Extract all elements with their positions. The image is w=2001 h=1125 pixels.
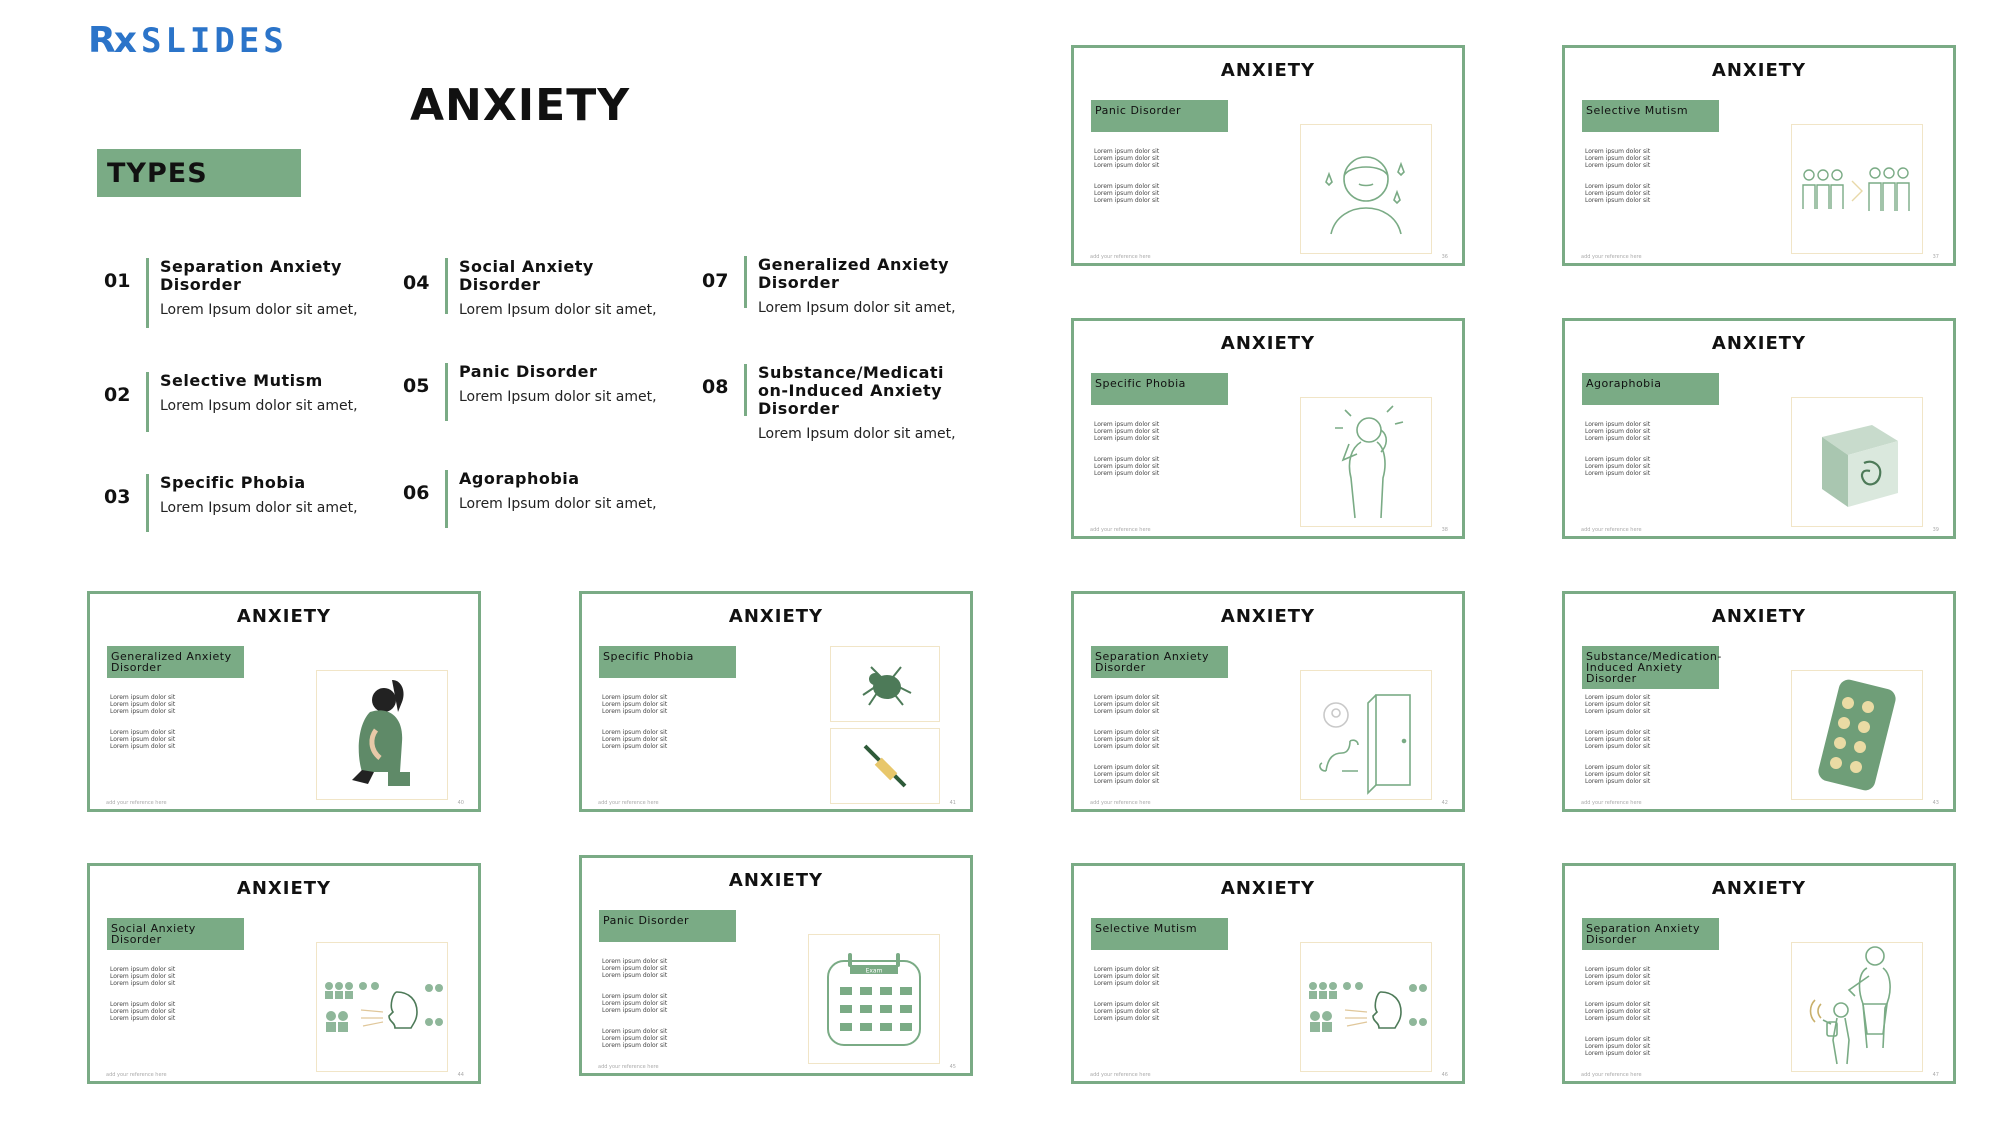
lorem-line: Lorem ipsum dolor sit [1094, 470, 1160, 477]
lorem-line: Lorem ipsum dolor sit [110, 1015, 176, 1022]
lorem-line: Lorem ipsum dolor sit [110, 708, 176, 715]
slide-type-label: Agoraphobia [1582, 373, 1719, 405]
lorem-line: Lorem ipsum dolor sit [1094, 771, 1160, 778]
lorem-line: Lorem ipsum dolor sit [110, 980, 176, 987]
slide-title: ANXIETY [1711, 606, 1807, 627]
type-title: Panic Disorder [459, 362, 598, 381]
lorem-line: Lorem ipsum dolor sit [1585, 729, 1651, 736]
type-body [758, 256, 958, 316]
slide-footer: add your reference here [1581, 800, 1642, 806]
type-number: 04 [403, 272, 430, 294]
slide-body-text [1585, 694, 1650, 799]
lorem-line: Lorem ipsum dolor sit [1094, 694, 1160, 701]
type-number: 05 [403, 375, 430, 397]
slide-title: ANXIETY [1711, 333, 1807, 354]
slide-footer: add your reference here [1581, 254, 1642, 260]
lorem-line: Lorem ipsum dolor sit [1585, 190, 1651, 197]
slide-type-label: Selective Mutism [1582, 100, 1719, 132]
lorem-line: Lorem ipsum dolor sit [1585, 764, 1651, 771]
lorem-line: Lorem ipsum dolor sit [1094, 701, 1160, 708]
lorem-line: Lorem ipsum dolor sit [1094, 1008, 1160, 1015]
lorem-line: Lorem ipsum dolor sit [602, 958, 668, 965]
slide-title: ANXIETY [1220, 878, 1316, 899]
type-body [160, 372, 360, 414]
rx-slides-logo [88, 20, 288, 61]
slide-body-text [1094, 694, 1159, 799]
slide-footer: add your reference here [1581, 1072, 1642, 1078]
type-description: Lorem Ipsum dolor sit amet, [459, 302, 657, 318]
lorem-line: Lorem ipsum dolor sit [1094, 148, 1160, 155]
slide-thumbnail[interactable] [1071, 318, 1465, 539]
lorem-group [110, 1001, 175, 1022]
slide-page-number: 43 [1932, 800, 1939, 806]
slide-footer: add your reference here [1090, 254, 1151, 260]
type-description: Lorem Ipsum dolor sit amet, [459, 496, 657, 512]
lorem-line: Lorem ipsum dolor sit [1094, 1001, 1160, 1008]
lorem-line: Lorem ipsum dolor sit [1094, 428, 1160, 435]
type-number: 01 [104, 270, 131, 292]
lorem-line: Lorem ipsum dolor sit [1585, 743, 1651, 750]
slide-body-text [1585, 966, 1650, 1071]
lorem-group [602, 958, 667, 979]
slide-thumbnail[interactable] [87, 591, 481, 812]
lorem-line: Lorem ipsum dolor sit [1094, 435, 1160, 442]
type-title: Specific Phobia [160, 473, 306, 492]
slide-body-text [110, 966, 175, 1036]
lorem-line: Lorem ipsum dolor sit [1585, 973, 1651, 980]
lorem-line: Lorem ipsum dolor sit [1585, 463, 1651, 470]
lorem-line: Lorem ipsum dolor sit [602, 729, 668, 736]
lorem-line: Lorem ipsum dolor sit [110, 973, 176, 980]
slide-body-text [110, 694, 175, 764]
lorem-line: Lorem ipsum dolor sit [1094, 973, 1160, 980]
type-body [758, 364, 958, 442]
lorem-line: Lorem ipsum dolor sit [110, 743, 176, 750]
slide-type-label: Substance/Medication-Induced Anxiety Disorder [1582, 646, 1719, 689]
slide-footer: add your reference here [1581, 527, 1642, 533]
lorem-line: Lorem ipsum dolor sit [1585, 1015, 1651, 1022]
slide-page-number: 40 [457, 800, 464, 806]
frightened-person-icon [1300, 397, 1432, 527]
lorem-line: Lorem ipsum dolor sit [1094, 1015, 1160, 1022]
slide-type-label: Separation Anxiety Disorder [1091, 646, 1228, 678]
lorem-group [1585, 694, 1650, 715]
lorem-group [1585, 764, 1650, 785]
lorem-line: Lorem ipsum dolor sit [602, 1042, 668, 1049]
lorem-line: Lorem ipsum dolor sit [110, 966, 176, 973]
slide-body-text [1094, 966, 1159, 1036]
slide-footer: add your reference here [1090, 527, 1151, 533]
lorem-line: Lorem ipsum dolor sit [1585, 155, 1651, 162]
slide-body-text [602, 958, 667, 1063]
type-divider [445, 363, 448, 421]
lorem-line: Lorem ipsum dolor sit [1094, 190, 1160, 197]
lorem-group [1094, 183, 1159, 204]
lorem-line: Lorem ipsum dolor sit [1094, 980, 1160, 987]
slide-title: ANXIETY [1711, 878, 1807, 899]
lorem-line: Lorem ipsum dolor sit [1094, 197, 1160, 204]
slide-body-text [1094, 148, 1159, 218]
slide-thumbnail[interactable] [579, 591, 973, 812]
slide-page-number: 45 [949, 1064, 956, 1070]
lorem-group [1094, 694, 1159, 715]
lorem-line: Lorem ipsum dolor sit [602, 736, 668, 743]
slide-thumbnail[interactable] [1562, 318, 1956, 539]
lorem-line: Lorem ipsum dolor sit [1585, 980, 1651, 987]
lorem-line: Lorem ipsum dolor sit [1585, 1008, 1651, 1015]
slide-title: ANXIETY [728, 606, 824, 627]
lorem-group [110, 729, 175, 750]
slide-type-label: Specific Phobia [599, 646, 736, 678]
slide-type-label: Panic Disorder [1091, 100, 1228, 132]
type-description: Lorem Ipsum dolor sit amet, [758, 426, 956, 442]
type-divider [744, 364, 747, 416]
lorem-line: Lorem ipsum dolor sit [602, 743, 668, 750]
slide-thumbnail[interactable] [1562, 863, 1956, 1084]
lorem-group [602, 729, 667, 750]
slide-page-number: 38 [1441, 527, 1448, 533]
slide-footer: add your reference here [1090, 1072, 1151, 1078]
lorem-line: Lorem ipsum dolor sit [602, 694, 668, 701]
type-description: Lorem Ipsum dolor sit amet, [758, 300, 956, 316]
lorem-group [1585, 148, 1650, 169]
lorem-line: Lorem ipsum dolor sit [1585, 1036, 1651, 1043]
logo-wordmark: SLIDES [140, 20, 288, 61]
lorem-group [602, 694, 667, 715]
lorem-group [1094, 1001, 1159, 1022]
type-body [459, 363, 659, 405]
slide-title: ANXIETY [728, 870, 824, 891]
type-description: Lorem Ipsum dolor sit amet, [160, 398, 358, 414]
slide-type-label: Panic Disorder [599, 910, 736, 942]
slide-page-number: 42 [1441, 800, 1448, 806]
lorem-line: Lorem ipsum dolor sit [1094, 155, 1160, 162]
lorem-line: Lorem ipsum dolor sit [1585, 470, 1651, 477]
lorem-line: Lorem ipsum dolor sit [602, 1000, 668, 1007]
lorem-line: Lorem ipsum dolor sit [1585, 197, 1651, 204]
lorem-line: Lorem ipsum dolor sit [110, 729, 176, 736]
lorem-group [1094, 966, 1159, 987]
slide-body-text [1585, 421, 1650, 491]
type-body [459, 470, 659, 512]
lorem-line: Lorem ipsum dolor sit [602, 1007, 668, 1014]
slide-type-label: Separation Anxiety Disorder [1582, 918, 1719, 950]
parent-child-icon [1791, 942, 1923, 1072]
lorem-line: Lorem ipsum dolor sit [1585, 421, 1651, 428]
lorem-line: Lorem ipsum dolor sit [1585, 701, 1651, 708]
lorem-line: Lorem ipsum dolor sit [1585, 148, 1651, 155]
type-number: 02 [104, 384, 131, 406]
type-divider [146, 258, 149, 328]
pill-pack-icon [1791, 670, 1923, 800]
slide-thumbnail[interactable] [1562, 591, 1956, 812]
slide-title: ANXIETY [1711, 60, 1807, 81]
slide-title: ANXIETY [1220, 606, 1316, 627]
slide-type-label: Selective Mutism [1091, 918, 1228, 950]
slide-page-number: 37 [1932, 254, 1939, 260]
type-number: 03 [104, 486, 131, 508]
lorem-group [1094, 729, 1159, 750]
slide-footer: add your reference here [1090, 800, 1151, 806]
lorem-group [1585, 1001, 1650, 1022]
type-divider [445, 258, 448, 314]
lorem-group [1585, 729, 1650, 750]
slide-body-text [1094, 421, 1159, 491]
lorem-line: Lorem ipsum dolor sit [1585, 736, 1651, 743]
type-title: Substance/Medicati on-Induced Anxiety Disorder [758, 363, 945, 418]
crowd-head-icon [1300, 942, 1432, 1072]
lorem-line: Lorem ipsum dolor sit [110, 1008, 176, 1015]
slide-page-number: 46 [1441, 1072, 1448, 1078]
type-number: 08 [702, 376, 729, 398]
slide-thumbnail[interactable] [87, 863, 481, 1084]
type-title: Social Anxiety Disorder [459, 257, 594, 294]
lorem-line: Lorem ipsum dolor sit [1585, 771, 1651, 778]
lorem-line: Lorem ipsum dolor sit [1094, 778, 1160, 785]
slide-thumbnail[interactable] [1071, 863, 1465, 1084]
slide-title: ANXIETY [236, 878, 332, 899]
lorem-line: Lorem ipsum dolor sit [1585, 435, 1651, 442]
lorem-group [1585, 183, 1650, 204]
type-divider [744, 256, 747, 308]
lorem-line: Lorem ipsum dolor sit [1585, 1043, 1651, 1050]
slide-body-text [602, 694, 667, 764]
type-description: Lorem Ipsum dolor sit amet, [160, 302, 358, 318]
types-label: TYPES [107, 157, 208, 189]
lorem-line: Lorem ipsum dolor sit [1094, 708, 1160, 715]
trapped-in-box-icon [1791, 397, 1923, 527]
lorem-line: Lorem ipsum dolor sit [602, 993, 668, 1000]
lorem-group [110, 694, 175, 715]
slide-type-label: Generalized Anxiety Disorder [107, 646, 244, 678]
lorem-group [1585, 456, 1650, 477]
slide-page-number: 47 [1932, 1072, 1939, 1078]
tick-and-syringe-icon [830, 646, 940, 804]
type-divider [146, 474, 149, 532]
lorem-line: Lorem ipsum dolor sit [602, 1028, 668, 1035]
type-divider [146, 372, 149, 432]
types-banner [97, 149, 301, 197]
lorem-line: Lorem ipsum dolor sit [1585, 162, 1651, 169]
lorem-group [1094, 456, 1159, 477]
type-number: 07 [702, 270, 729, 292]
lorem-line: Lorem ipsum dolor sit [110, 736, 176, 743]
lorem-line: Lorem ipsum dolor sit [1585, 694, 1651, 701]
type-body [160, 258, 360, 318]
lorem-group [110, 966, 175, 987]
crowd-head-icon [316, 942, 448, 1072]
slide-page-number: 36 [1441, 254, 1448, 260]
type-body [459, 258, 659, 318]
slide-title: ANXIETY [1220, 333, 1316, 354]
type-title: Generalized Anxiety Disorder [758, 255, 950, 292]
lorem-line: Lorem ipsum dolor sit [1585, 966, 1651, 973]
lorem-line: Lorem ipsum dolor sit [1585, 708, 1651, 715]
type-body [160, 474, 360, 516]
slide-footer: add your reference here [106, 1072, 167, 1078]
lorem-line: Lorem ipsum dolor sit [1585, 183, 1651, 190]
lorem-line: Lorem ipsum dolor sit [110, 701, 176, 708]
worried-face-icon [1300, 124, 1432, 254]
page-title: ANXIETY [410, 80, 631, 131]
lorem-line: Lorem ipsum dolor sit [110, 694, 176, 701]
lorem-line: Lorem ipsum dolor sit [1585, 778, 1651, 785]
slide-title: ANXIETY [236, 606, 332, 627]
type-title: Agoraphobia [459, 469, 580, 488]
lorem-group [1094, 421, 1159, 442]
type-divider [445, 470, 448, 528]
slide-thumbnail[interactable] [1071, 591, 1465, 812]
type-description: Lorem Ipsum dolor sit amet, [459, 389, 657, 405]
lorem-group [602, 993, 667, 1014]
dog-and-door-icon [1300, 670, 1432, 800]
lorem-line: Lorem ipsum dolor sit [1585, 1001, 1651, 1008]
type-description: Lorem Ipsum dolor sit amet, [160, 500, 358, 516]
sad-woman-icon [316, 670, 448, 800]
slide-type-label: Specific Phobia [1091, 373, 1228, 405]
lorem-group [1585, 966, 1650, 987]
calendar-header: Exam [865, 967, 883, 975]
lorem-line: Lorem ipsum dolor sit [1094, 764, 1160, 771]
slide-type-label: Social Anxiety Disorder [107, 918, 244, 950]
slide-body-text [1585, 148, 1650, 218]
lorem-line: Lorem ipsum dolor sit [1094, 421, 1160, 428]
slide-footer: add your reference here [598, 800, 659, 806]
lorem-group [602, 1028, 667, 1049]
type-title: Separation Anxiety Disorder [160, 257, 342, 294]
logo-rx: Rx [88, 20, 135, 61]
lorem-line: Lorem ipsum dolor sit [602, 708, 668, 715]
slide-thumbnail[interactable] [579, 855, 973, 1076]
slide-thumbnail[interactable] [1071, 45, 1465, 266]
type-number: 06 [403, 482, 430, 504]
lorem-line: Lorem ipsum dolor sit [602, 965, 668, 972]
slide-thumbnail[interactable] [1562, 45, 1956, 266]
slide-page-number: 44 [457, 1072, 464, 1078]
lorem-line: Lorem ipsum dolor sit [1585, 1050, 1651, 1057]
lorem-line: Lorem ipsum dolor sit [1094, 456, 1160, 463]
lorem-line: Lorem ipsum dolor sit [1585, 456, 1651, 463]
slide-page-number: 39 [1932, 527, 1939, 533]
lorem-line: Lorem ipsum dolor sit [1585, 428, 1651, 435]
lorem-group [1585, 1036, 1650, 1057]
lorem-line: Lorem ipsum dolor sit [1094, 162, 1160, 169]
lorem-group [1585, 421, 1650, 442]
type-title: Selective Mutism [160, 371, 323, 390]
lorem-line: Lorem ipsum dolor sit [602, 701, 668, 708]
lorem-line: Lorem ipsum dolor sit [602, 1035, 668, 1042]
lorem-group [1094, 764, 1159, 785]
lorem-line: Lorem ipsum dolor sit [110, 1001, 176, 1008]
lorem-line: Lorem ipsum dolor sit [1094, 743, 1160, 750]
lorem-group [1094, 148, 1159, 169]
lorem-line: Lorem ipsum dolor sit [602, 972, 668, 979]
slide-footer: add your reference here [598, 1064, 659, 1070]
slide-page-number: 41 [949, 800, 956, 806]
lorem-line: Lorem ipsum dolor sit [1094, 736, 1160, 743]
slide-title: ANXIETY [1220, 60, 1316, 81]
slide-footer: add your reference here [106, 800, 167, 806]
lorem-line: Lorem ipsum dolor sit [1094, 463, 1160, 470]
family-groups-icon [1791, 124, 1923, 254]
lorem-line: Lorem ipsum dolor sit [1094, 183, 1160, 190]
lorem-line: Lorem ipsum dolor sit [1094, 966, 1160, 973]
lorem-line: Lorem ipsum dolor sit [1094, 729, 1160, 736]
calendar-icon [808, 934, 940, 1064]
